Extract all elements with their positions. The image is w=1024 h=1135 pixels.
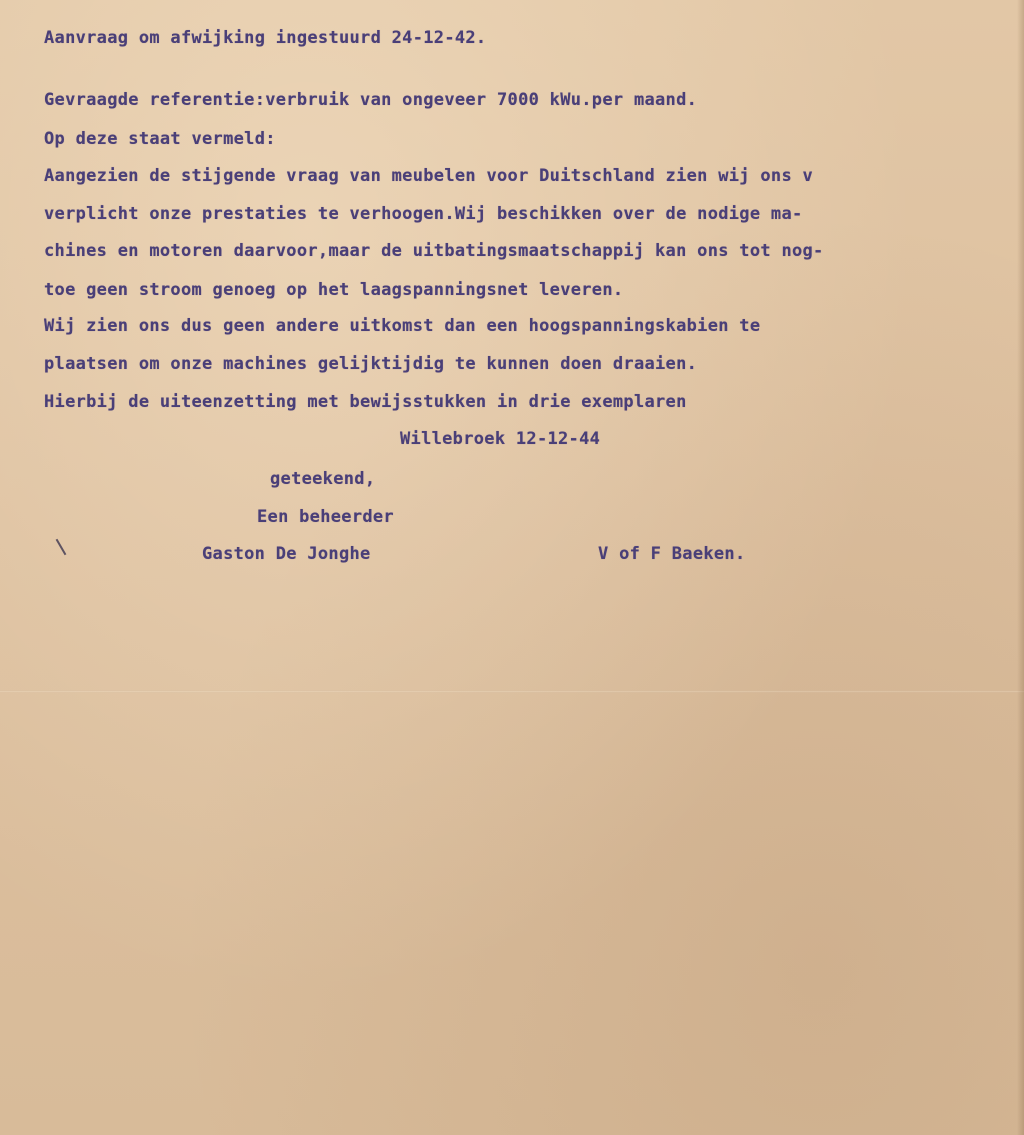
ink-mark	[56, 539, 67, 556]
place-date: Willebroek 12-12-44	[400, 429, 601, 449]
signed-label: geteekend,	[270, 469, 376, 489]
body-line: Wij zien ons dus geen andere uitkomst dan een hoogspanningskabien te	[44, 316, 761, 336]
body-line: plaatsen om onze machines gelijktijdig te kunnen doen draaien.	[44, 354, 698, 374]
stated-line: Op deze staat vermeld:	[44, 129, 276, 149]
body-line: Hierbij de uiteenzetting met bewijsstukken in drie exemplaren	[44, 392, 687, 412]
body-line: Aangezien de stijgende vraag van meubelen voor Duitschland zien wij ons v	[44, 166, 814, 186]
body-line: verplicht onze prestaties te verhoogen.Wij beschikken over de nodige ma-	[44, 204, 803, 224]
paper-edge-shadow	[1017, 0, 1024, 1135]
signer-left: Gaston De Jonghe	[202, 544, 371, 564]
role-label: Een beheerder	[257, 507, 394, 527]
body-line: chines en motoren daarvoor,maar de uitbatingsmaatschappij kan ons tot nog-	[44, 241, 824, 261]
reference-line: Gevraagde referentie:verbruik van ongeveer 7000 kWu.per maand.	[44, 90, 698, 110]
body-line: toe geen stroom genoeg op het laagspanningsnet leveren.	[44, 280, 624, 300]
paper-fold-line	[0, 690, 1024, 693]
signer-right: V of F Baeken.	[598, 544, 746, 564]
header-line: Aanvraag om afwijking ingestuurd 24-12-42.	[44, 28, 487, 48]
